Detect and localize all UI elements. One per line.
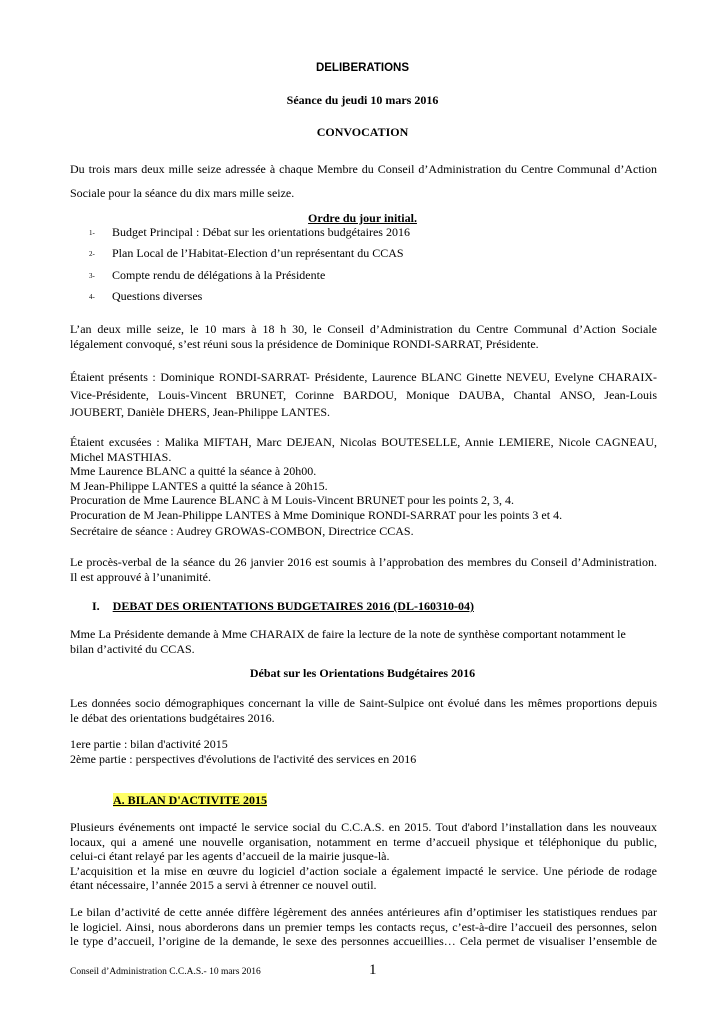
- demographics-paragraph: [70, 696, 657, 725]
- agenda-item-text: Compte rendu de délégations à la Présidente: [112, 268, 326, 282]
- secretary-line: Secrétaire de séance : Audrey GROWAS-COMBON, Directrice CCAS.: [70, 524, 414, 538]
- present-members: [70, 369, 657, 422]
- section-a-heading: [113, 793, 267, 808]
- subsection-title: Débat sur les Orientations Budgétaires 2016: [249, 666, 476, 680]
- paragraph-line: étant nécessaire, l’année 2015 a servi à étrenner ce nouvel outil.: [70, 878, 377, 892]
- agenda-item-text: Plan Local de l’Habitat-Election d’un représentant du CCAS: [112, 246, 404, 260]
- paragraph-line: 2ème partie : perspectives d'évolutions de l'activité des services en 2016: [70, 751, 417, 766]
- paragraph-line: Les données socio démographiques concernant la ville de Saint-Sulpice ont évolué dans les mêmes proportions depuis: [70, 696, 657, 710]
- paragraph-line: le type d’accueil, l’origine de la demande, le sexe des personnes accueillies… Cela permet de visualiser l’ensemble de: [70, 934, 657, 948]
- agenda-item-number: 1-: [89, 229, 95, 237]
- bilan-paragraph-1: [70, 820, 657, 893]
- bilan-paragraph-2: [70, 905, 657, 949]
- paragraph-line: Mme La Présidente demande à Mme CHARAIX de faire la lecture de la note de synthèse comportant notamment le: [70, 627, 626, 641]
- agenda-item-text: Budget Principal : Débat sur les orientations budgétaires 2016: [112, 225, 410, 239]
- paragraph-line: Le bilan d’activité de cette année diffère légèrement des années antérieures afin d’optimiser les statistiques rendues par: [70, 905, 657, 919]
- paragraph-line: JOUBERT, Danièle DHERS, Jean-Philippe LANTES.: [70, 405, 331, 419]
- paragraph-line: locaux, qui a amené une nouvelle organisation, notamment en terme d’accueil physique et téléphonique du public,: [70, 834, 657, 849]
- section-a-title: A. BILAN D'ACTIVITE 2015: [113, 793, 268, 807]
- convocation-heading: CONVOCATION: [316, 125, 409, 139]
- paragraph-line: Michel MASTHIAS.: [70, 449, 172, 464]
- paragraph-line: Procuration de M Jean-Philippe LANTES à Mme Dominique RONDI-SARRAT pour les points 3 et 4.: [70, 507, 563, 522]
- paragraph-line: Le procès-verbal de la séance du 26 janvier 2016 est soumis à l’approbation des membres du Conseil d’Administration.: [70, 555, 657, 569]
- section-intro: [70, 627, 657, 656]
- paragraph-line: Plusieurs événements ont impacté le service social du C.C.A.S. en 2015. Tout d'abord l’installation dans les nouveaux: [70, 820, 657, 834]
- paragraph-line: Il est approuvé à l’unanimité.: [70, 569, 211, 584]
- document-title: DELIBERATIONS: [315, 62, 410, 74]
- paragraph-line: 1ere partie : bilan d'activité 2015: [70, 737, 228, 751]
- agenda-item-number: 3-: [89, 272, 95, 280]
- paragraph-line: M Jean-Philippe LANTES a quitté la séance à 20h15.: [70, 478, 328, 493]
- paragraph-line: Étaient présents : Dominique RONDI-SARRAT- Présidente, Laurence BLANC Ginette NEVEU, Evelyne CHARAIX-: [70, 370, 657, 384]
- agenda-item-text: Questions diverses: [112, 289, 203, 303]
- paragraph-line: légalement convoqué, s’est réuni sous la présidence de Dominique RONDI-SARRAT, Présidente.: [70, 336, 539, 351]
- agenda-item-number: 4-: [89, 293, 95, 301]
- page-number: 1: [369, 962, 377, 978]
- opening-paragraph: [70, 322, 657, 351]
- section-number: I.: [92, 599, 100, 613]
- agenda-item: [89, 268, 325, 283]
- agenda-item: [89, 246, 404, 261]
- agenda-title: Ordre du jour initial.: [308, 211, 417, 225]
- paragraph-line: L’an deux mille seize, le 10 mars à 18 h 30, le Conseil d’Administration du Centre Communal d’Action Sociale: [70, 322, 657, 336]
- paragraph-line: Étaient excusées : Malika MIFTAH, Marc DEJEAN, Nicolas BOUTESELLE, Annie LEMIERE, Nicole CAGNEAU,: [70, 435, 657, 449]
- agenda-item: [89, 225, 410, 240]
- section-title: DEBAT DES ORIENTATIONS BUDGETAIRES 2016 (DL-160310-04): [112, 599, 474, 613]
- excused-members: [70, 435, 657, 522]
- session-date: Séance du jeudi 10 mars 2016: [286, 93, 439, 107]
- parts-list: [70, 737, 657, 766]
- section-heading: [92, 599, 474, 614]
- paragraph-line: Procuration de Mme Laurence BLANC à M Louis-Vincent BRUNET pour les points 2, 3, 4.: [70, 493, 514, 507]
- minutes-approval: [70, 555, 657, 584]
- paragraph-line: celui-ci étant relayé par les agents d’accueil de la mairie jusque-là.: [70, 849, 390, 863]
- intro-paragraph: [70, 157, 657, 205]
- paragraph-line: le débat des orientations budgétaires 2016.: [70, 710, 275, 725]
- intro-line: Sociale pour la séance du dix mars mille seize.: [70, 186, 295, 200]
- intro-line: Du trois mars deux mille seize adressée à chaque Membre du Conseil d’Administration du Centre Communal d’Action: [70, 162, 657, 176]
- paragraph-line: le logiciel. Ainsi, nous aborderons dans un premier temps les contacts reçus, c’est-à-dire l’accueil des personnes, selon: [70, 919, 657, 934]
- paragraph-line: Mme Laurence BLANC a quitté la séance à 20h00.: [70, 464, 317, 478]
- paragraph-line: Vice-Présidente, Louis-Vincent BRUNET, Corinne BARDOU, Monique DAUBA, Chantal ANSO, Jean-Louis: [70, 387, 657, 402]
- paragraph-line: L’acquisition et la mise en œuvre du logiciel d’action sociale a également impacté le service. Une période de rodage: [70, 863, 657, 878]
- agenda-item-number: 2-: [89, 250, 95, 258]
- agenda-item: [89, 289, 202, 304]
- footer-text: Conseil d’Administration C.C.A.S.- 10 mars 2016: [70, 967, 261, 977]
- paragraph-line: bilan d’activité du CCAS.: [70, 641, 195, 656]
